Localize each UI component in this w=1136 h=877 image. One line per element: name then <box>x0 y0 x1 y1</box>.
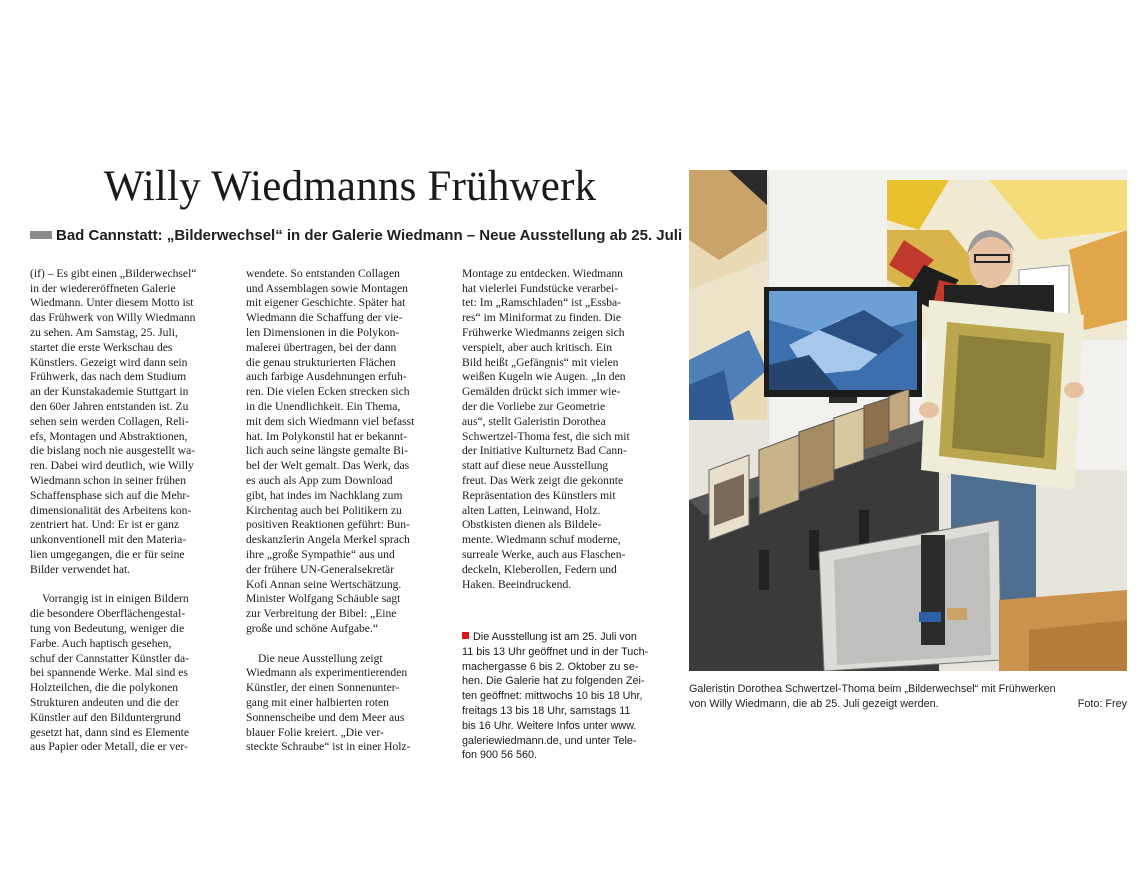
paragraph: (if) – Es gibt einen „Bilderwechsel“ in der wiedereröffneten Galerie Wiedmann. Unter diesem Motto ist das Frühwerk von Willy Wiedmann zu sehen. Am Samstag, 25. Juli, startet die erste Werkschau des Künstlers. Gezeigt wird dann sein Frühwerk, das nach dem Studium an der Kunstakademie Stuttgart in den 60er Jahren entstanden ist. Zu sehen sein werden Collagen, Reli- efs, Montagen und Abstraktionen, die bislang noch nie ausgestellt wa- ren. Dabei wird deutlich, wie Willy Wiedmann schon in seiner frühen Schaffensphase sich auf die Mehr- dimensionalität des Arbeitens kon- zentriert hat. Und: Er ist er ganz unkonventionell mit den Materia- lien umgegangen, die er für seine Bilder verwendet hat. <box>30 266 197 576</box>
photo-caption <box>689 682 1127 711</box>
subheadline <box>30 222 690 248</box>
subheadline-bar <box>30 231 52 239</box>
article-column-3 <box>462 252 672 778</box>
paragraph: Die neue Ausstellung zeigt Wiedmann als experimentierenden Künstler, der einen Sonnenunter- gang mit einer halbierten roten Sonnenscheibe und dem Meer aus blauer Folie kreiert. „Die ver- steckte Schraube“ ist in einer Holz- <box>246 651 411 754</box>
paragraph: Vorrangig ist in einigen Bildern die besondere Oberflächengestal- tung von Bedeutung, weniger die Farbe. Auch haptisch gesehen, schuf der Cannstatter Künstler da- bei spannende Werke. Mal sind es Holzteilchen, die die polykonen Strukturen andeuten und die der Künstler auf den Bilduntergrund gesetzt hat, dann sind es Elemente aus Papier oder Metall, die er ver- <box>30 592 190 754</box>
red-square-icon <box>462 632 469 639</box>
article-column-2 <box>246 252 446 770</box>
held-artwork <box>919 300 1084 490</box>
paragraph: wendete. So entstanden Collagen und Assemblagen sowie Montagen mit eigener Geschichte. Später hat Wiedmann die Schaffung der vie- len Dimensionen in die Polykon- malerei übertragen, bei der dann die genau strukturierten Flächen auch farbige Ausdehnungen erfuh- ren. Die vielen Ecken strecken sich in die Unendlichkeit. Ein Thema, mit dem sich Wiedmann viel befasst hat. Im Polykonstil hat er bekannt- lich auch seine längste gemalte Bi- bel der Welt gemalt. Das Werk, das es auch als App zum Download gibt, hat indes im Nachklang zum Kirchentag auch bei Politikern zu positiven Reaktionen geführt: Bun- deskanzlerin Angela Merkel sprach ihre „große Sympathie“ aus und der frühere UN-Generalsekretär Kofi Annan seine Wertschätzung. Minister Wolfgang Schäuble sagt zur Verbreitung der Bibel: „Eine große und schöne Aufgabe.“ <box>246 266 415 635</box>
article-column-1 <box>30 252 230 770</box>
photo-credit: Foto: Frey <box>1077 697 1127 710</box>
caption-text: Galeristin Dorothea Schwertzel-Thoma beim „Bilderwechsel“ mit Frühwerken von Willy Wiedmann, die ab 25. Juli gezeigt werden. <box>689 683 1056 710</box>
television <box>764 287 922 403</box>
gallery-photo <box>689 170 1127 671</box>
headline: Willy Wiedmanns Frühwerk <box>103 163 597 210</box>
exhibition-info-text: Die Ausstellung ist am 25. Juli von 11 bis 13 Uhr geöffnet und in der Tuch- machergasse 6 bis 2. Oktober zu se- hen. Die Galerie hat zu folgenden Zei- ten geöffnet: mittwochs 10 bis 18 Uhr, freitags 13 bis 18 Uhr, samstags 11 bis 16 Uhr. Weitere Infos unter www. galeriewiedmann.de, und unter Tele- fon 900 56 560. <box>462 630 649 762</box>
paragraph: Montage zu entdecken. Wiedmann hat vielerlei Fundstücke verarbei- tet: Im „Ramschladen“ ist „Essba- res“ im Miniformat zu finden. Die Frühwerke Wiedmanns zeigen sich verspielt, aber auch kritisch. Ein Bild heißt „Gefängnis“ mit vielen weißen Kugeln wie Augen. „In den Gemälden drückt sich immer wie- der die Vorliebe zur Geometrie aus“, stellt Galeristin Dorothea Schwertzel-Thoma fest, die sich mit der Initiative Kulturnetz Bad Cann- statt auf diese neue Ausstellung freut. Das Werk zeigt die gekonnte Repräsentation des Künstlers mit alten Latten, Leinwand, Holz. Obstkisten dienen als Bildele- mente. Wiedmann schuf moderne, surreale Werke, auch aus Flaschen- deckeln, Kleberollen, Federn und Haken. Beeindruckend. <box>462 266 630 591</box>
wall-painting-left <box>689 170 767 420</box>
exhibition-info-box <box>462 615 672 763</box>
subheadline-text: Bad Cannstatt: „Bilderwechsel“ in der Galerie Wiedmann – Neue Ausstellung ab 25. Juli <box>56 226 683 244</box>
